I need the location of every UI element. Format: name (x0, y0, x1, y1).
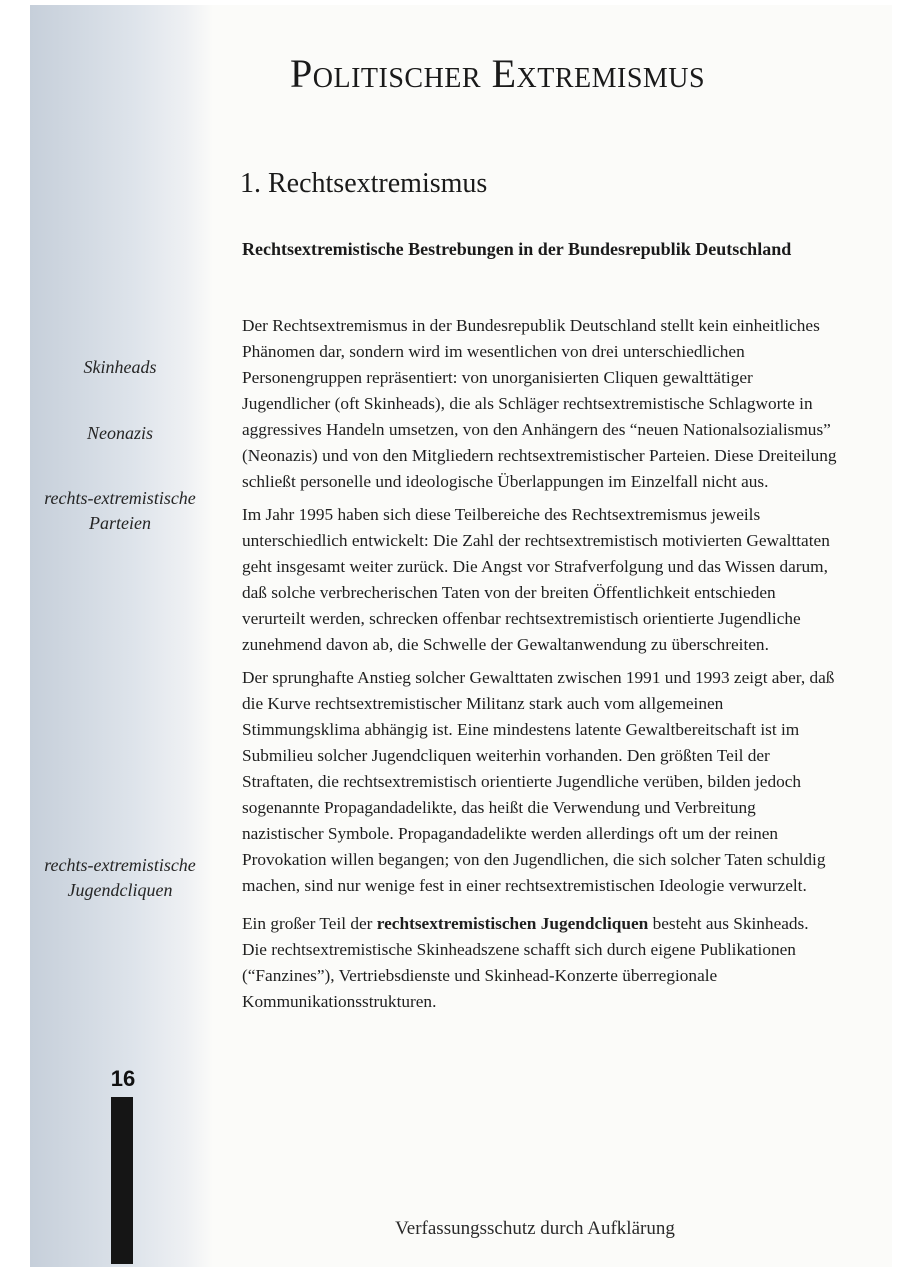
emphasized-term: rechtsextremistischen Jugendcliquen (376, 914, 649, 933)
section-title: 1. Rechtsextremismus (240, 168, 488, 199)
paragraph-text: Ein großer Teil der (242, 914, 377, 933)
paragraph-text: besteht aus Skinheads. Die rechtsextremistische Skinheadszene schafft sich durch eigene Publikationen (“Fanzines”), Vertriebsdienste und Skinhead-Konzerte überregionale Kommunikationsstrukturen. (242, 914, 809, 1011)
paragraph: Der Rechtsextremismus in der Bundesrepublik Deutschland stellt kein einheitliches Phänomen dar, sondern wird im wesentlichen von drei unterschiedlichen Personengruppen repräsentiert: von unorganisierten Cliquen gewalttätiger Jugendlicher (oft Skinheads), die als Schläger rechtsextremistische Schlagworte in aggressives Handeln umsetzen, von den Anhängern des “neuen Nationalsozialismus” (Neonazis) und von den Mitgliedern rechtsextremistischer Parteien. Diese Dreiteilung schließt personelle und ideologische Überlappungen im Einzelfall nicht aus. (242, 316, 837, 491)
paragraph: Im Jahr 1995 haben sich diese Teilbereiche des Rechtsextremismus jeweils unterschiedlich entwickelt: Die Zahl der rechtsextremistisch motivierten Gewalttaten geht insgesamt weiter zurück. Die Angst vor Strafverfolgung und das Wissen darum, daß solche verbrecherischen Taten von der breiten Öffentlichkeit entschieden verurteilt werden, schrecken offenbar rechtsextremistisch orientierte Jugendliche zunehmend davon ab, die Schwelle der Gewaltanwendung zu überschreiten. (242, 505, 830, 654)
margin-note-skinheads: Skinheads (83, 357, 157, 377)
margin-note-jugendcliquen: rechts-extremistische Jugendcliquen (44, 855, 196, 900)
margin-note-parteien: rechts-extremistische Parteien (44, 488, 196, 533)
margin-note-neonazis: Neonazis (86, 423, 153, 443)
body-text (242, 313, 837, 1022)
subsection-heading: Rechtsextremistische Bestrebungen in der Bundesrepublik Deutschland (242, 239, 792, 259)
paragraph: Der sprunghafte Anstieg solcher Gewalttaten zwischen 1991 und 1993 zeigt aber, daß die Kurve rechtsextremistischer Militanz stark auch vom allgemeinen Stimmungsklima abhängig ist. Eine mindestens latente Gewaltbereitschaft ist im Submilieu solcher Jugendcliquen weiterhin vorhanden. Den größten Teil der Straftaten, die rechtsextremistisch orientierte Jugendliche verüben, bilden jedoch sogenannte Propagandadelikte, das heißt die Verwendung und Verbreitung nazistischer Symbole. Propagandadelikte werden allerdings oft um der reinen Provokation willen begangen; von den Jugendlichen, die sich solcher Taten schuldig machen, sind nur wenige fest in einer rechtsextremistischen Ideologie verwurzelt. (242, 668, 835, 895)
paragraph-jugendcliquen (242, 911, 837, 1015)
page-number: 16 (110, 1066, 136, 1091)
chapter-heading: Politischer Extremismus (290, 51, 706, 96)
page-footer: Verfassungsschutz durch Aufklärung (395, 1218, 675, 1239)
